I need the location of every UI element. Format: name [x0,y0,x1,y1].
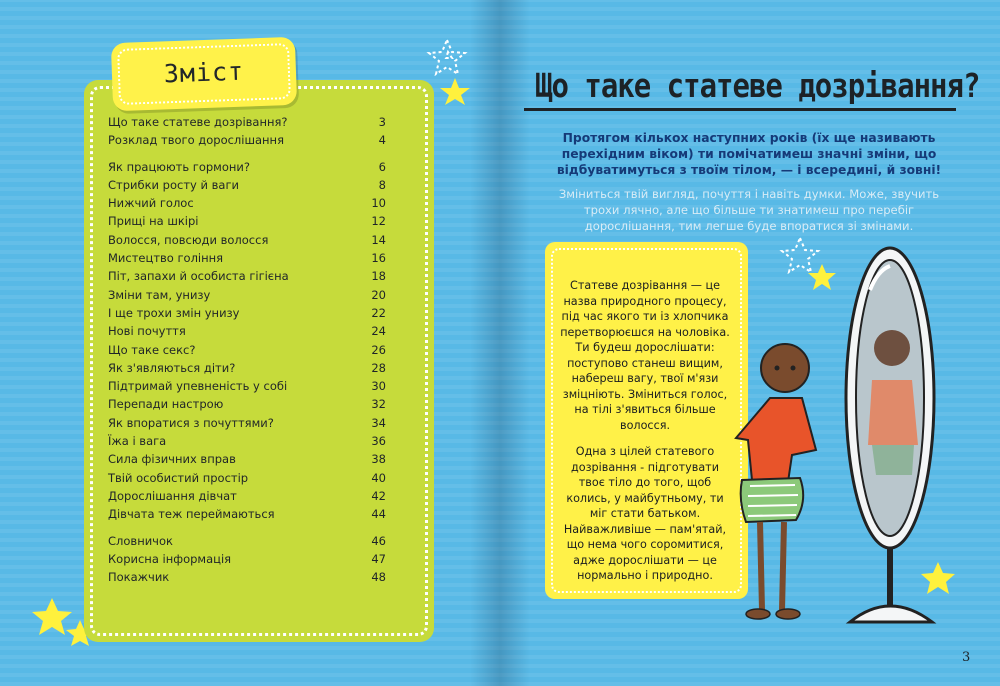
toc-entry-title: Мистецтво гоління [108,251,224,266]
star-outline-icon [446,52,452,58]
toc-entry-page: 28 [371,360,386,375]
toc-entry[interactable] [108,178,386,196]
toc-entry-title: І ще трохи змін унизу [108,305,240,320]
toc-entry[interactable] [108,471,386,489]
toc-entry-page: 18 [371,269,386,284]
toc-entry[interactable] [108,397,386,415]
toc-entry-title: Як працюють гормони? [108,159,250,174]
toc-entry[interactable] [108,160,386,178]
toc-entry-title: Піт, запахи й особиста гігієна [108,269,289,284]
toc-entry-page: 26 [371,342,386,357]
toc-title: Зміст [163,56,245,89]
toc-entry[interactable] [108,489,386,507]
toc-entry[interactable] [108,434,386,452]
toc-entry-page: 46 [371,533,386,548]
article-heading: Що таке статеве дозрівання? [535,66,980,106]
toc-entry-page: 4 [378,133,386,148]
toc-entry-page: 36 [371,434,386,449]
toc-entry-title: Дорослішання дівчат [108,488,237,503]
toc-entry-title: Їжа і вага [108,434,167,449]
card-paragraph: Статеве дозрівання — це назва природного процесу, під час якого ти із хлопчика перетворюєшся на чоловіка. Ти будеш дорослішати: поступово станеш вищим, набереш вагу, твої м'язи зміцніють. Зміниться голос, на тілі з'явиться більше волосся. [560,279,730,432]
toc-entry-page: 42 [371,488,386,503]
toc-entry[interactable] [108,534,386,552]
card-paragraph: Одна з цілей статевого дозрівання - підготувати твоє тіло до того, щоб колись, у майбутньому, ти міг стати батьком. Найважливіше — пам'ятай, що нема чого соромитися, адже дорослішати — це нормально і природно. [563,445,727,582]
toc-entry-page: 47 [371,551,386,566]
toc-entry-page: 14 [371,232,386,247]
toc-entry[interactable] [108,288,386,306]
toc-entry[interactable] [108,416,386,434]
toc-entry[interactable] [108,570,386,588]
toc-entry-page: 32 [371,397,386,412]
toc-entry-title: Прищі на шкірі [108,214,199,229]
toc-entry-title: Перепади настрою [108,397,224,412]
toc-entry-title: Дівчата теж переймаються [108,507,275,522]
toc-entry-page: 22 [371,305,386,320]
mirror [846,248,934,622]
toc-entry-page: 10 [371,196,386,211]
toc-entry-title: Зміни там, унизу [108,287,211,302]
toc-entry-title: Сила фізичних вправ [108,452,236,467]
toc-entry-title: Нижчий голос [108,196,194,211]
toc-entry[interactable] [108,115,386,133]
toc-entry[interactable] [108,452,386,470]
toc-entry[interactable] [108,361,386,379]
toc-entry-title: Стрибки росту й ваги [108,177,239,192]
toc-entry-page: 40 [371,470,386,485]
toc-entry-title: Що таке статеве дозрівання? [108,115,288,129]
toc-entry-page: 3 [378,115,386,129]
heading-underline [524,108,956,111]
toc-entry[interactable] [108,379,386,397]
boy-mirror-illustration [700,230,1000,670]
toc-entry-page: 6 [378,159,386,174]
intro-paragraph: Протягом кількох наступних років (їх ще називають перехідним віком) ти помічатимеш значні зміни, що відбуватимуться з твоїм тілом, — і всередині, й зовні! [556,131,942,177]
toc-entry-page: 16 [371,251,386,266]
toc-entry-page: 20 [371,287,386,302]
toc-entry[interactable] [108,196,386,214]
toc-entry[interactable] [108,251,386,269]
toc-list [108,115,386,588]
toc-entry-page: 44 [371,507,386,522]
toc-entry-page: 48 [371,570,386,585]
toc-entry[interactable] [108,324,386,342]
toc-entry-title: Словничок [108,533,173,548]
toc-entry-page: 24 [371,324,386,339]
toc-entry[interactable] [108,233,386,251]
toc-entry[interactable] [108,133,386,151]
toc-title-badge [111,37,297,111]
toc-entry-page: 8 [378,177,386,192]
boy-figure [736,344,816,619]
toc-entry-title: Корисна інформація [108,551,232,566]
toc-entry-title: Як впоратися з почуттями? [108,415,274,430]
toc-entry[interactable] [108,552,386,570]
toc-entry-title: Що таке секс? [108,342,196,357]
page-number: 3 [962,650,971,665]
toc-entry-title: Твій особистий простір [108,470,249,485]
toc-entry-title: Як з'являються діти? [108,360,236,375]
toc-entry-page: 34 [371,415,386,430]
toc-entry-page: 30 [371,379,386,394]
toc-entry-title: Волосся, повсюди волосся [108,232,269,247]
toc-entry-page: 12 [371,214,386,229]
toc-entry[interactable] [108,306,386,324]
toc-entry[interactable] [108,343,386,361]
toc-entry-page: 38 [371,452,386,467]
toc-entry[interactable] [108,214,386,232]
toc-entry-title: Розклад твого дорослішання [108,133,284,148]
toc-entry-title: Підтримай упевненість у собі [108,379,288,394]
toc-entry[interactable] [108,507,386,525]
sub-paragraph: Зміниться твій вигляд, почуття і навіть думки. Може, звучить трохи лячно, але що більше ти знатимеш про перебіг дорослішання, тим легше буде впоратися зі змінами. [558,187,940,233]
toc-entry-title: Нові почуття [108,324,186,339]
toc-entry-title: Покажчик [108,570,170,585]
toc-entry[interactable] [108,269,386,287]
